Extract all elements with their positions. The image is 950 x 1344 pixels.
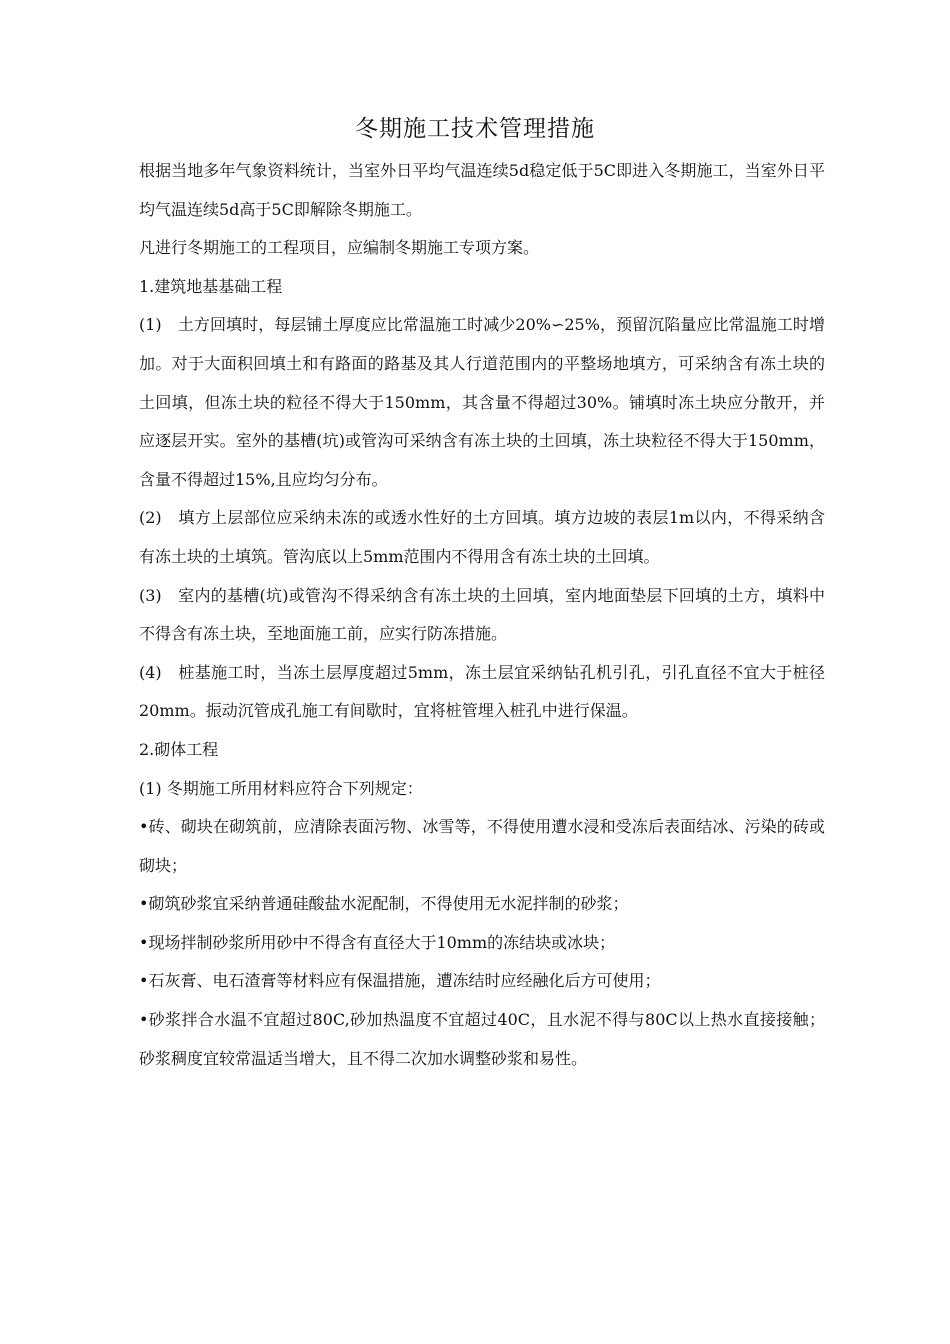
- paragraph-item-2: (2) 填方上层部位应采纳未冻的或透水性好的土方回填。填方边坡的表层1m以内，不得采纳含有冻土块的土填筑。管沟底以上5mm范围内不得用含有冻土块的土回填。: [139, 508, 825, 566]
- paragraph-item-1: (1) 土方回填时，每层铺土厚度应比常温施工时减少20%∽25%，预留沉陷量应比常温施工时增加。对于大面积回填土和有路面的路基及其人行道范围内的平整场地填方，可采纳含有冻土块的土回填，但冻土块的粒径不得大于150mm，其含量不得超过30%。铺填时冻土块应分散开，并应逐层开实。室外的基槽(坑)或管沟可采纳含有冻土块的土回填，冻土块粒径不得大于150mm，含量不得超过15%,且应均匀分布。: [139, 315, 825, 489]
- bullet-item: •现场拌制砂浆所用砂中不得含有直径大于10mm的冻结块或冰块；: [139, 932, 616, 952]
- paragraph-intro: 根据当地多年气象资料统计，当室外日平均气温连续5d稳定低于5C即进入冬期施工，当室外日平均气温连续5d高于5C即解除冬期施工。: [139, 161, 825, 219]
- bullet-item: •石灰膏、电石渣膏等材料应有保温措施，遭冻结时应经融化后方可使用；: [139, 971, 661, 991]
- paragraph-plan: 凡进行冬期施工的工程项目，应编制冬期施工专项方案。: [139, 238, 540, 258]
- bullet-item: •砌筑砂浆宜采纳普通硅酸盐水泥配制，不得使用无水泥拌制的砂浆；: [139, 894, 629, 914]
- bullet-item: •砂浆拌合水温不宜超过80C,砂加热温度不宜超过40C，且水泥不得与80C以上热水直接接触；砂浆稠度宜较常温适当增大，且不得二次加水调整砂浆和易性。: [139, 1010, 825, 1068]
- bullet-item: •砖、砌块在砌筑前，应清除表面污物、冰雪等，不得使用遭水浸和受冻后表面结冰、污染的砖或砌块；: [139, 817, 825, 875]
- paragraph-masonry-item-1: (1) 冬期施工所用材料应符合下列规定：: [139, 778, 423, 798]
- document-body: [139, 152, 825, 1078]
- section-heading-foundation: 1.建筑地基基础工程: [139, 276, 283, 296]
- section-heading-masonry: 2.砌体工程: [139, 739, 219, 759]
- paragraph-item-4: (4) 桩基施工时，当冻土层厚度超过5mm，冻土层宜采纳钻孔机引孔，引孔直径不宜大于桩径20mm。振动沉管成孔施工有间歇时，宜将桩管埋入桩孔中进行保温。: [139, 662, 825, 721]
- paragraph-item-3: (3) 室内的基槽(坑)或管沟不得采纳含有冻土块的土回填，室内地面垫层下回填的土方，填料中不得含有冻土块，至地面施工前，应实行防冻措施。: [139, 585, 825, 644]
- document-title: 冬期施工技术管理措施: [355, 116, 595, 142]
